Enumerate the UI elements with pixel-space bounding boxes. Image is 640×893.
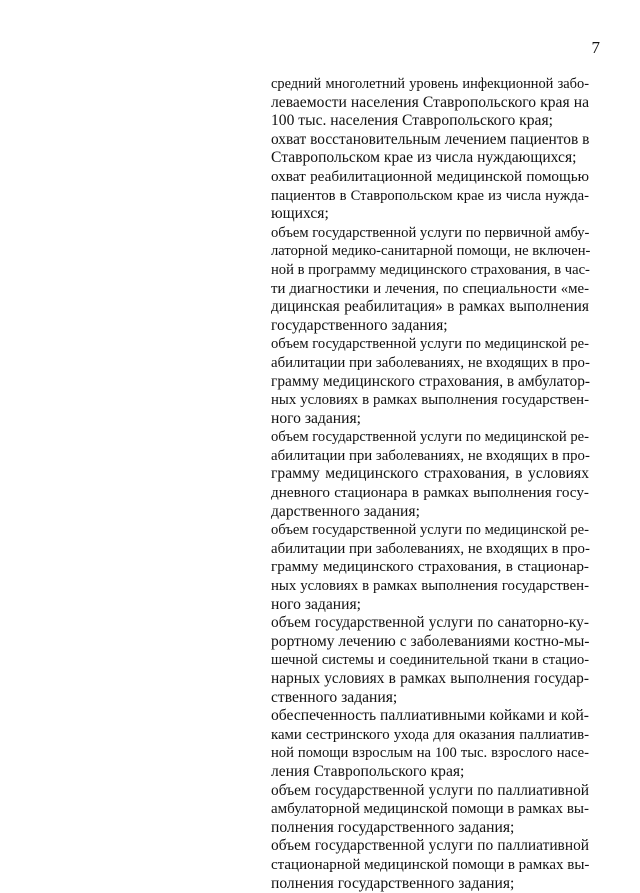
text-line: полнения государственного задания; <box>271 818 515 836</box>
text-line: охват восстановительным лечением пациентов в <box>271 130 590 148</box>
text-line: дицинская реабилитация» в рамках выполнения <box>271 298 589 316</box>
text-line: ющихся; <box>271 205 329 223</box>
text-line: обеспеченность паллиативными койками и кой- <box>271 707 589 725</box>
text-line: абилитации при заболеваниях, не входящих в про- <box>271 447 590 464</box>
text-line: ных условиях в рамках выполнения государствен- <box>271 578 589 595</box>
text-line: ти диагностики и лечения, по специальности «ме- <box>271 280 589 297</box>
text-line: шечной системы и соединительной ткани в стацио- <box>271 652 589 669</box>
text-line: грамму медицинского страхования, в стационар- <box>271 558 589 576</box>
text-line: амбулаторной медицинской помощи в рамках вы- <box>271 801 589 818</box>
text-line: грамму медицинского страхования, в амбулатор- <box>271 372 591 390</box>
text-line: ной в программу медицинского страхования, в час- <box>271 261 590 278</box>
text-line: объем государственной услуги по паллиативной <box>271 837 589 855</box>
text-line: объем государственной услуги по медицинской ре- <box>271 429 589 446</box>
text-line: ного задания; <box>271 595 361 613</box>
text-line: леваемости населения Ставропольского края на <box>271 93 589 111</box>
text-line: 100 тыс. населения Ставропольского края; <box>271 112 553 130</box>
text-line: латорной медико-санитарной помощи, не включен- <box>271 243 591 260</box>
text-line: объем государственной услуги по санаторно-ку- <box>271 614 589 632</box>
text-line: ственного задания; <box>271 688 398 706</box>
text-line: ками сестринского ухода для оказания паллиатив- <box>271 726 589 743</box>
text-line: государственного задания; <box>271 316 448 334</box>
body-text <box>271 75 589 893</box>
text-line: ления Ставропольского края; <box>271 762 465 780</box>
page-number: 7 <box>591 38 600 57</box>
text-line: дарственного задания; <box>271 502 420 520</box>
text-line: абилитации при заболеваниях, не входящих в про- <box>271 540 590 557</box>
text-line: объем государственной услуги по медицинской ре- <box>271 522 589 539</box>
text-line: охват реабилитационной медицинской помощью <box>271 167 589 185</box>
text-line: рортному лечению с заболеваниями костно-мы- <box>271 632 590 650</box>
text-line: объем государственной услуги по паллиативной <box>271 781 589 799</box>
text-line: средний многолетний уровень инфекционной забо- <box>271 76 589 92</box>
text-line: ного задания; <box>271 409 361 427</box>
text-line: пациентов в Ставропольском крае из числа нужда- <box>271 187 589 204</box>
text-line: объем государственной услуги по первичной амбу- <box>271 224 590 241</box>
text-line: грамму медицинского страхования, в условиях <box>271 465 589 483</box>
text-line: ных условиях в рамках выполнения государствен- <box>271 392 589 409</box>
text-line: стационарной медицинской помощи в рамках вы- <box>271 856 590 873</box>
text-line: Ставропольском крае из числа нуждающихся; <box>271 149 577 167</box>
text-line: ной помощи взрослым на 100 тыс. взрослого насе- <box>271 745 589 762</box>
text-line: нарных условиях в рамках выполнения государ- <box>271 670 589 687</box>
text-line: объем государственной услуги по медицинской ре- <box>271 336 589 353</box>
text-line: полнения государственного задания; <box>271 874 515 892</box>
text-line: абилитации при заболеваниях, не входящих в про- <box>271 354 590 371</box>
text-line: дневного стационара в рамках выполнения госу- <box>271 484 589 502</box>
